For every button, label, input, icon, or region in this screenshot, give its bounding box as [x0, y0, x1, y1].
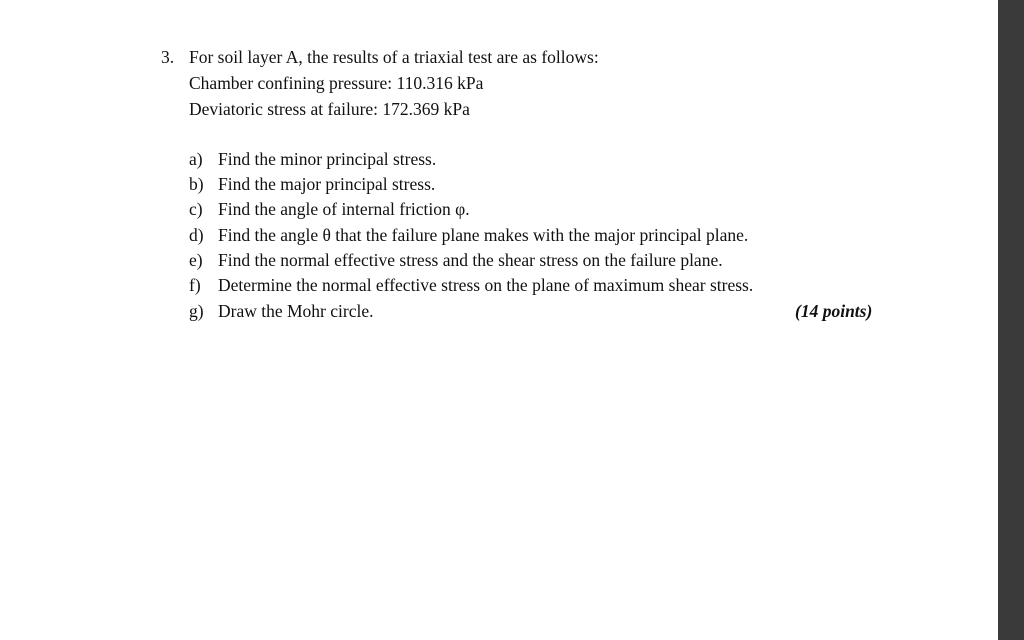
item-label: d) [189, 225, 204, 245]
item-text: Find the angle of internal friction φ. [218, 199, 470, 219]
deviatoric-stress: Deviatoric stress at failure: 172.369 kPa [189, 99, 470, 119]
question-intro: For soil layer A, the results of a triaxial test are as follows: [189, 47, 599, 67]
list-item [189, 147, 436, 172]
item-label: b) [189, 174, 204, 194]
item-text: Find the angle θ that the failure plane makes with the major principal plane. [218, 225, 749, 245]
item-text: Find the normal effective stress and the shear stress on the failure plane. [218, 250, 723, 270]
list-item [189, 273, 753, 298]
list-item [189, 248, 723, 273]
points-label: (14 points) [795, 301, 873, 321]
item-label: c) [189, 199, 203, 219]
item-label: a) [189, 149, 203, 169]
item-text: Find the major principal stress. [218, 174, 436, 194]
item-label: f) [189, 275, 201, 295]
item-text: Determine the normal effective stress on the plane of maximum shear stress. [218, 275, 754, 295]
list-item [189, 299, 374, 324]
list-item [189, 172, 435, 197]
item-label: e) [189, 250, 203, 270]
window-edge-bar [998, 0, 1024, 640]
chamber-pressure: Chamber confining pressure: 110.316 kPa [189, 73, 484, 93]
item-text: Find the minor principal stress. [218, 149, 437, 169]
question-number: 3. [161, 47, 175, 67]
item-label: g) [189, 301, 204, 321]
item-text: Draw the Mohr circle. [218, 301, 374, 321]
list-item [189, 223, 748, 248]
list-item [189, 197, 470, 222]
